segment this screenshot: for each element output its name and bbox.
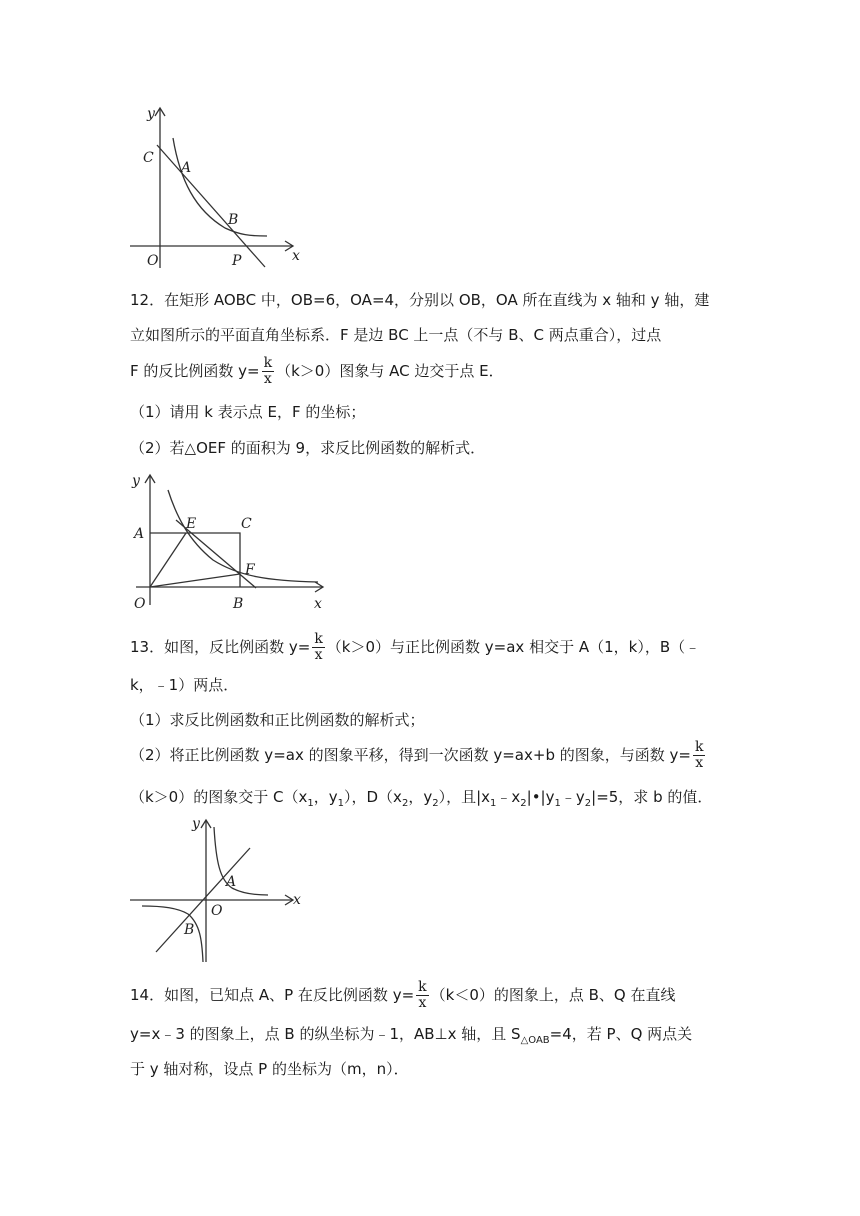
fraction-k-over-x [312, 632, 324, 663]
q12-line-4: （1）请用 k 表示点 E，F 的坐标； [130, 403, 366, 421]
q13-l5-d: ，y [408, 788, 433, 806]
label-x: x [314, 596, 322, 612]
fraction-denominator: x [263, 371, 272, 387]
fraction-k-over-x [416, 980, 428, 1011]
q13-l5-i: |=5，求 b 的值． [591, 788, 713, 806]
label-b: B [184, 922, 195, 938]
q12-line-3 [130, 356, 504, 387]
label-p: P [232, 253, 242, 269]
hyperbola-branch-1 [214, 827, 268, 895]
segment-oe [150, 533, 186, 587]
line-cp [157, 145, 265, 267]
sub-2: 2 [432, 798, 439, 809]
label-x: x [292, 248, 300, 264]
q13-line-2: k，﹣1）两点． [130, 676, 239, 694]
fraction-denominator: x [314, 647, 323, 663]
q12-line-3-a: F 的反比例函数 y= [130, 362, 260, 380]
hyperbola-curve [173, 138, 267, 236]
figure-q13 [128, 812, 308, 967]
q13-l5-f: ﹣x [496, 788, 521, 806]
q14-line-1 [130, 980, 676, 1011]
label-y: y [132, 473, 140, 489]
q13-line-3: （1）求反比例函数和正比例函数的解析式； [130, 711, 425, 729]
label-o: O [134, 596, 146, 612]
q13-line-1-a: 13．如图，反比例函数 y= [130, 638, 311, 656]
q12-line-1: 12．在矩形 AOBC 中，OB=6，OA=4，分别以 OB，OA 所在直线为 x 轴和 y 轴，建 [130, 291, 710, 309]
label-b: B [228, 212, 239, 228]
q13-l5-a: （k＞0）的图象交于 C（x [130, 788, 308, 806]
fraction-numerator: k [418, 979, 427, 995]
q13-line-1-b: （k＞0）与正比例函数 y=ax 相交于 A（1，k），B（﹣ [326, 638, 701, 656]
q13-l5-e: ），且|x [438, 788, 491, 806]
fraction-k-over-x [693, 740, 705, 771]
sub-1: 1 [337, 798, 344, 809]
fraction-numerator: k [263, 355, 273, 371]
fraction-numerator: k [694, 739, 704, 755]
label-y: y [147, 106, 155, 122]
q12-line-2: 立如图所示的平面直角坐标系．F 是边 BC 上一点（不与 B、C 两点重合），过点 [130, 326, 662, 344]
q13-line-4-a: （2）将正比例函数 y=ax 的图象平移，得到一次函数 y=ax+b 的图象，与函数 y= [130, 746, 691, 764]
label-y: y [192, 816, 200, 832]
q14-line-2 [130, 1022, 692, 1053]
label-b: B [233, 596, 244, 612]
rectangle-aobc [150, 533, 240, 587]
fraction-denominator: x [695, 755, 704, 771]
q13-l5-b: ，y [313, 788, 338, 806]
label-e: E [186, 516, 197, 532]
q13-l5-g: |•|y [526, 788, 555, 806]
sub-2: 2 [584, 798, 592, 809]
q14-line-2-sub: △OAB [520, 1035, 550, 1046]
q12-line-5: （2）若△OEF 的面积为 9，求反比例函数的解析式． [130, 439, 486, 457]
label-o: O [211, 903, 223, 919]
label-o: O [147, 253, 159, 269]
q14-line-1-b: （k＜0）的图象上，点 B、Q 在直线 [430, 986, 676, 1004]
q14-line-1-a: 14．如图，已知点 A、P 在反比例函数 y= [130, 986, 415, 1004]
sub-1: 1 [554, 798, 561, 809]
q13-l5-h: ﹣y [560, 788, 585, 806]
sub-2: 2 [401, 798, 409, 809]
label-a: A [134, 526, 145, 542]
label-c: C [241, 516, 252, 532]
q14-line-2-b: =4，若 P、Q 两点关 [549, 1025, 693, 1043]
fraction-denominator: x [418, 995, 427, 1011]
q14-line-3: 于 y 轴对称，设点 P 的坐标为（m，n）． [130, 1060, 409, 1078]
label-x: x [293, 892, 301, 908]
label-f: F [245, 562, 255, 578]
figure-q11 [125, 100, 305, 270]
figure-q12 [128, 470, 338, 615]
sub-1: 1 [490, 798, 497, 809]
q13-line-4 [130, 740, 707, 771]
segment-of [150, 574, 240, 587]
q13-l5-c: ），D（x [344, 788, 402, 806]
hyperbola-curve [168, 490, 318, 582]
sub-2: 2 [520, 798, 527, 809]
label-c: C [143, 150, 154, 166]
label-a: A [226, 874, 237, 890]
q12-line-3-b: （k＞0）图象与 AC 边交于点 E． [276, 362, 504, 380]
fraction-numerator: k [314, 631, 323, 647]
fraction-k-over-x [262, 356, 274, 387]
sub-1: 1 [307, 798, 314, 809]
q14-line-2-a: y=x﹣3 的图象上，点 B 的纵坐标为﹣1，AB⊥x 轴，且 S [130, 1025, 521, 1043]
label-a: A [181, 160, 192, 176]
q13-line-1 [130, 632, 700, 663]
